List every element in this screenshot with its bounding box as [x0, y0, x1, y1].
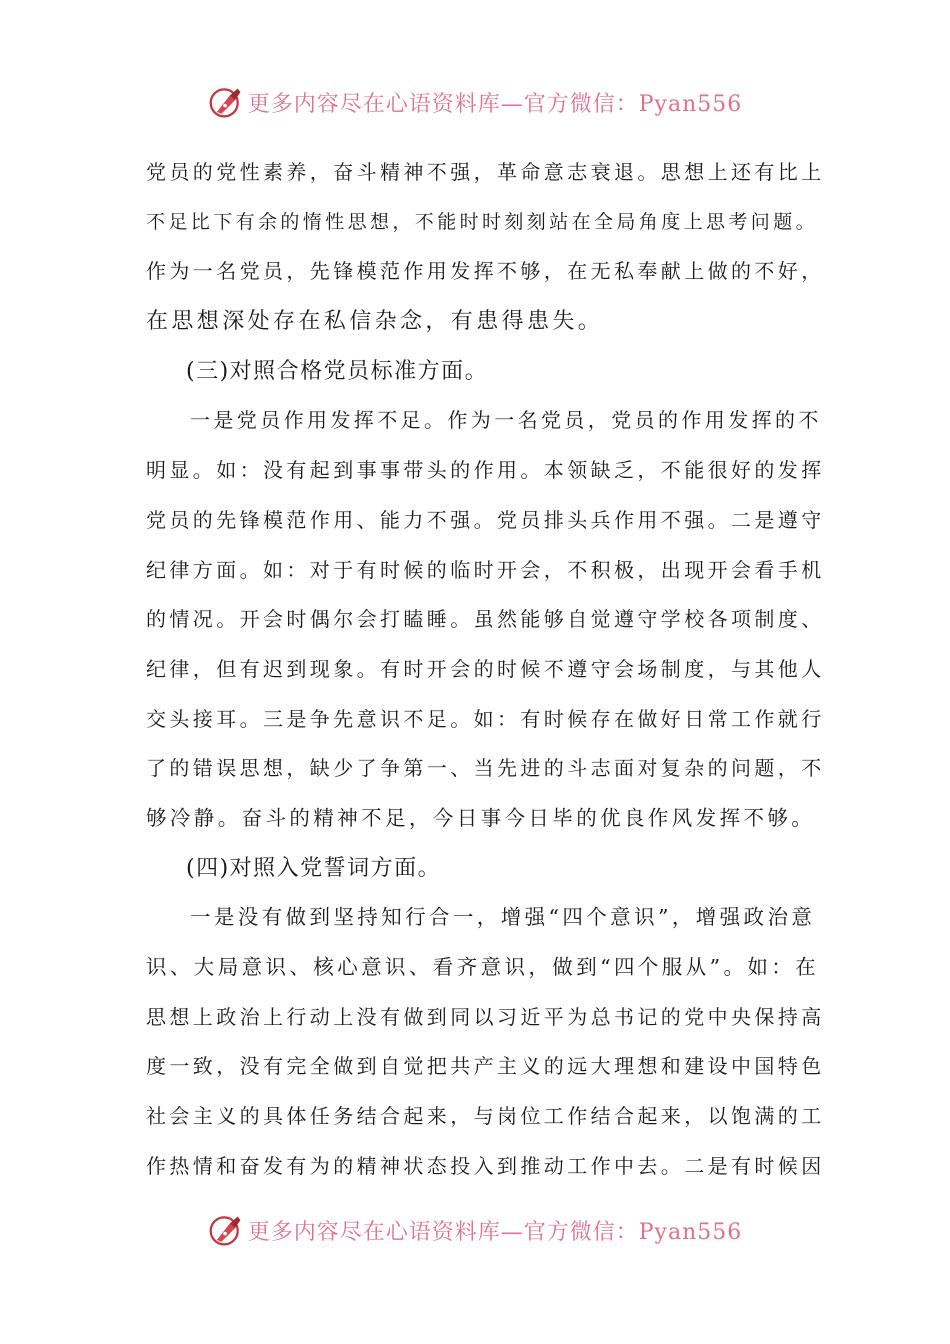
document-body — [146, 148, 826, 1191]
paragraph-line: 度一致，没有完全做到自觉把共产主义的远大理想和建设中国特色 — [146, 1054, 825, 1079]
section-heading: (三)对照合格党员标准方面。 — [186, 358, 489, 384]
paragraph-line: 纪律方面。如：对于有时候的临时开会，不积极，出现开会看手机 — [146, 557, 825, 582]
paragraph-line: 党员的先锋模范作用、能力不强。党员排头兵作用不强。二是遵守 — [146, 507, 825, 532]
header-watermark-banner — [0, 82, 950, 122]
paragraph-line: 交头接耳。三是争先意识不足。如：有时候存在做好日常工作就行 — [146, 706, 825, 731]
header-watermark-text: 更多内容尽在心语资料库—官方微信：Pyan556 — [247, 91, 743, 117]
paragraph-line: 了的错误思想，缺少了争第一、当先进的斗志面对复杂的问题，不 — [146, 756, 825, 781]
paragraph-line: 作为一名党员，先锋模范作用发挥不够，在无私奉献上做的不好， — [146, 259, 825, 284]
paragraph-line: 思想上政治上行动上没有做到同以习近平为总书记的党中央保持高 — [146, 1004, 825, 1029]
paragraph-line: 党员的党性素养，奋斗精神不强，革命意志衰退。思想上还有比上 — [146, 160, 825, 184]
section-heading: (四)对照入党誓词方面。 — [186, 855, 442, 881]
paragraph-line: 的情况。开会时偶尔会打瞌睡。虽然能够自觉遵守学校各项制度、 — [146, 607, 825, 632]
footer-watermark-banner — [0, 1210, 950, 1250]
paragraph-line: 识、大局意识、核心意识、看齐意识，做到“四个服从”。如：在 — [146, 955, 820, 979]
pen-nib-logo-icon — [208, 1212, 244, 1248]
paragraph-line: 一是党员作用发挥不足。作为一名党员，党员的作用发挥的不 — [190, 408, 822, 433]
paragraph-line: 够冷静。奋斗的精神不足，今日事今日毕的优良作风发挥不够。 — [146, 805, 816, 830]
paragraph-line: 在思想深处存在私信杂念，有患得患失。 — [146, 309, 604, 335]
paragraph-line: 一是没有做到坚持知行合一，增强“四个意识”，增强政治意 — [190, 905, 816, 930]
footer-watermark-text: 更多内容尽在心语资料库—官方微信：Pyan556 — [247, 1219, 743, 1245]
paragraph-line: 作热情和奋发有为的精神状态投入到推动工作中去。二是有时候因 — [146, 1153, 825, 1178]
paragraph-line: 纪律，但有迟到现象。有时开会的时候不遵守会场制度，与其他人 — [146, 656, 825, 681]
paragraph-line: 明显。如：没有起到事事带头的作用。本领缺乏，不能很好的发挥 — [146, 458, 825, 483]
paragraph-line: 不足比下有余的惰性思想，不能时时刻刻站在全局角度上思考问题。 — [146, 210, 819, 233]
paragraph-line: 社会主义的具体任务结合起来，与岗位工作结合起来，以饱满的工 — [146, 1104, 825, 1129]
pen-nib-logo-icon — [208, 84, 244, 120]
